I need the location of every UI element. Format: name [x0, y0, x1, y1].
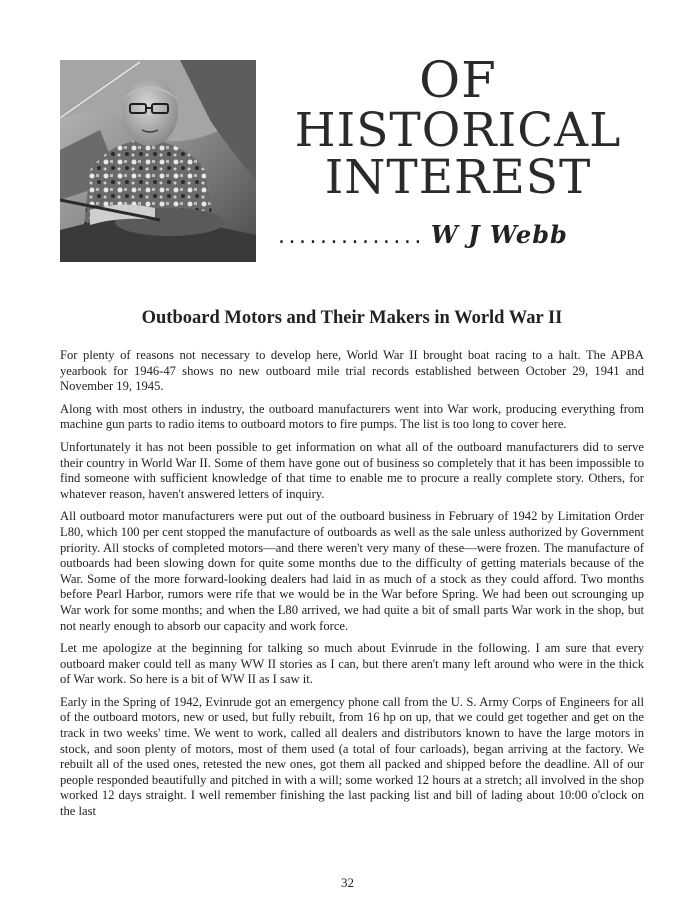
article-body: [60, 348, 644, 827]
paragraph: Let me apologize at the beginning for talking so much about Evinrude in the following. I am sure that every outboard maker could tell as many WW II stories as I can, but there aren't many left around who were in the thick of War work. So here is a bit of WW II as I saw it.: [60, 641, 644, 687]
article-heading: Outboard Motors and Their Makers in World War II: [141, 308, 563, 328]
title-line-1: OF: [419, 51, 497, 109]
title-line-2: HISTORICAL: [294, 103, 622, 158]
paragraph: Early in the Spring of 1942, Evinrude got an emergency phone call from the U. S. Army Corps of Engineers for all of the outboard motors, new or used, but fully rebuilt, from 16 hp on up, that we could get together and get on the track in two weeks' time. We went to work, called all dealers and distributors known to have the large motors in stock, and soon plenty of motors, most of them used (a total of four carloads), began arriving at the factory. We rebuilt all of the used ones, retested the new ones, got them all packed and shipped before the deadline. All of our people responded beautifully and pitched in with a will; some worked 12 hours at a stretch; all involved in the shop worked 12 days straight. I well remember finishing the last packing list and bill of lading about 10:00 o'clock on the last: [60, 694, 644, 819]
byline-dots: ..............: [278, 224, 425, 249]
paragraph: Along with most others in industry, the outboard manufacturers went into War work, producing everything from machine gun parts to radio items to outboard motors to fire pumps. The list is too long to cover here.: [60, 401, 644, 432]
paragraph: Unfortunately it has not been possible to get information on what all of the outboard manufacturers did to serve their country in World War II. Some of them have gone out of business so completely that it has been impossible to find someone with sufficient knowledge of that time to enable me to procure a really complete story. Others, for whatever reason, haven't answered letters of inquiry.: [60, 439, 644, 501]
paragraph: All outboard motor manufacturers were put out of the outboard business in February of 1942 by Limitation Order L80, which 100 per cent stopped the manufacture of outboards as well as the sale unless authorized by Government priority. All stocks of completed motors—and there weren't very many of these—were frozen. The manufacture of outboards had been slowing down for quite some months due to the difficulty of getting materials because of the War. Some of the more forward-looking dealers had laid in as much of a stock as they could afford. Two months before Pearl Harbor, rumors were rife that we would be in the War before Spring. We had been out scrounging up War work for some months; and when the L80 arrived, we had quite a bit of small parts War work in the shop, but not nearly enough to absorb our capacity and work force.: [60, 509, 644, 633]
author-photo: [60, 60, 256, 262]
title-line-3: INTEREST: [324, 150, 592, 205]
page-number: 32: [341, 875, 354, 890]
author-name: W J Webb: [430, 220, 568, 249]
byline: [278, 220, 658, 249]
article-title: [268, 51, 648, 205]
paragraph: For plenty of reasons not necessary to develop here, World War II brought boat racing to a halt. The APBA yearbook for 1946-47 shows no new outboard mile trial records established between October 29, 1941 and November 19, 1945.: [60, 348, 644, 394]
